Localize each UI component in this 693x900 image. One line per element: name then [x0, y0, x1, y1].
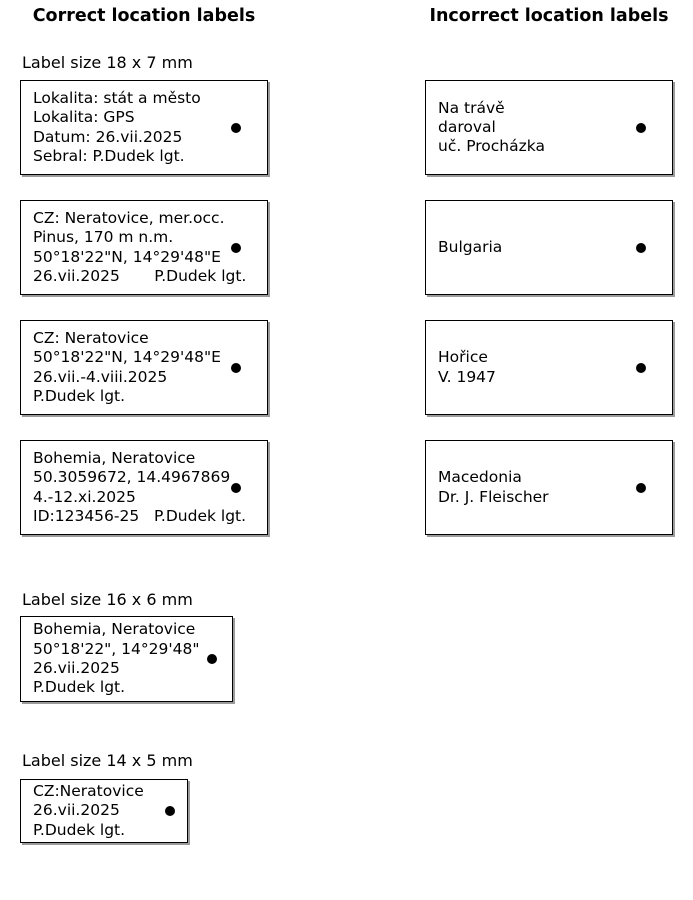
- size-label-18x7: Label size 18 x 7 mm: [22, 53, 193, 72]
- label-line: 26.vii.-4.viii.2025: [33, 367, 168, 386]
- label-line: CZ: Neratovice: [33, 328, 149, 347]
- label-line: Dr. J. Fleischer: [438, 487, 549, 506]
- correct-label-box-16x6: [20, 616, 233, 702]
- correct-label-box-2: [20, 200, 268, 295]
- label-line: 26.vii.2025 P.Dudek lgt.: [33, 266, 247, 285]
- label-line: Lokalita: stát a město: [33, 88, 201, 107]
- label-line: 26.vii.2025: [33, 659, 120, 677]
- incorrect-label-box-2: [425, 200, 673, 295]
- label-line: 50°18'22"N, 14°29'48"E: [33, 348, 221, 367]
- label-line: P.Dudek lgt.: [33, 820, 126, 839]
- pin-hole-dot-icon: [231, 363, 241, 373]
- label-line: Sebral: P.Dudek lgt.: [33, 146, 185, 165]
- label-line: P.Dudek lgt.: [33, 386, 126, 405]
- label-line: 50.3059672, 14.4967869: [33, 468, 231, 487]
- pin-hole-dot-icon: [231, 243, 241, 253]
- label-line: Pinus, 170 m n.m.: [33, 228, 174, 247]
- correct-label-box-4: [20, 440, 268, 535]
- pin-hole-dot-icon: [636, 363, 646, 373]
- label-line: Bohemia, Neratovice: [33, 448, 196, 467]
- pin-hole-dot-icon: [231, 483, 241, 493]
- label-line: 50°18'22"N, 14°29'48"E: [33, 247, 221, 266]
- correct-label-box-3: [20, 320, 268, 415]
- correct-label-box-14x5: [20, 779, 188, 843]
- label-line: Datum: 26.vii.2025: [33, 127, 183, 146]
- label-line: Bulgaria: [438, 237, 503, 256]
- label-line: Hořice: [438, 348, 488, 367]
- label-line: daroval: [438, 117, 496, 136]
- pin-hole-dot-icon: [636, 243, 646, 253]
- pin-hole-dot-icon: [636, 483, 646, 493]
- incorrect-label-box-1: [425, 80, 673, 175]
- label-line: 26.vii.2025: [33, 801, 120, 820]
- incorrect-column-title: Incorrect location labels: [429, 6, 669, 26]
- pin-hole-dot-icon: [207, 654, 217, 664]
- label-line: V. 1947: [438, 367, 496, 386]
- label-line: Na trávě: [438, 98, 505, 117]
- pin-hole-dot-icon: [636, 123, 646, 133]
- label-line: 50°18'22", 14°29'48": [33, 639, 200, 658]
- size-label-14x5: Label size 14 x 5 mm: [22, 751, 193, 770]
- size-label-16x6: Label size 16 x 6 mm: [22, 590, 193, 609]
- correct-column-title: Correct location labels: [32, 6, 256, 26]
- incorrect-label-box-3: [425, 320, 673, 415]
- label-line: uč. Procházka: [438, 137, 545, 156]
- label-line: CZ:Neratovice: [33, 782, 144, 801]
- pin-hole-dot-icon: [165, 806, 175, 816]
- label-line: P.Dudek lgt.: [33, 678, 126, 697]
- label-line: CZ: Neratovice, mer.occ.: [33, 208, 225, 227]
- label-line: ID:123456-25 P.Dudek lgt.: [33, 506, 247, 525]
- label-line: Lokalita: GPS: [33, 108, 135, 127]
- pin-hole-dot-icon: [231, 123, 241, 133]
- label-line: Bohemia, Neratovice: [33, 620, 196, 639]
- correct-label-box-1: [20, 80, 268, 175]
- incorrect-label-box-4: [425, 440, 673, 535]
- label-line: Macedonia: [438, 468, 522, 487]
- label-line: 4.-12.xi.2025: [33, 487, 136, 506]
